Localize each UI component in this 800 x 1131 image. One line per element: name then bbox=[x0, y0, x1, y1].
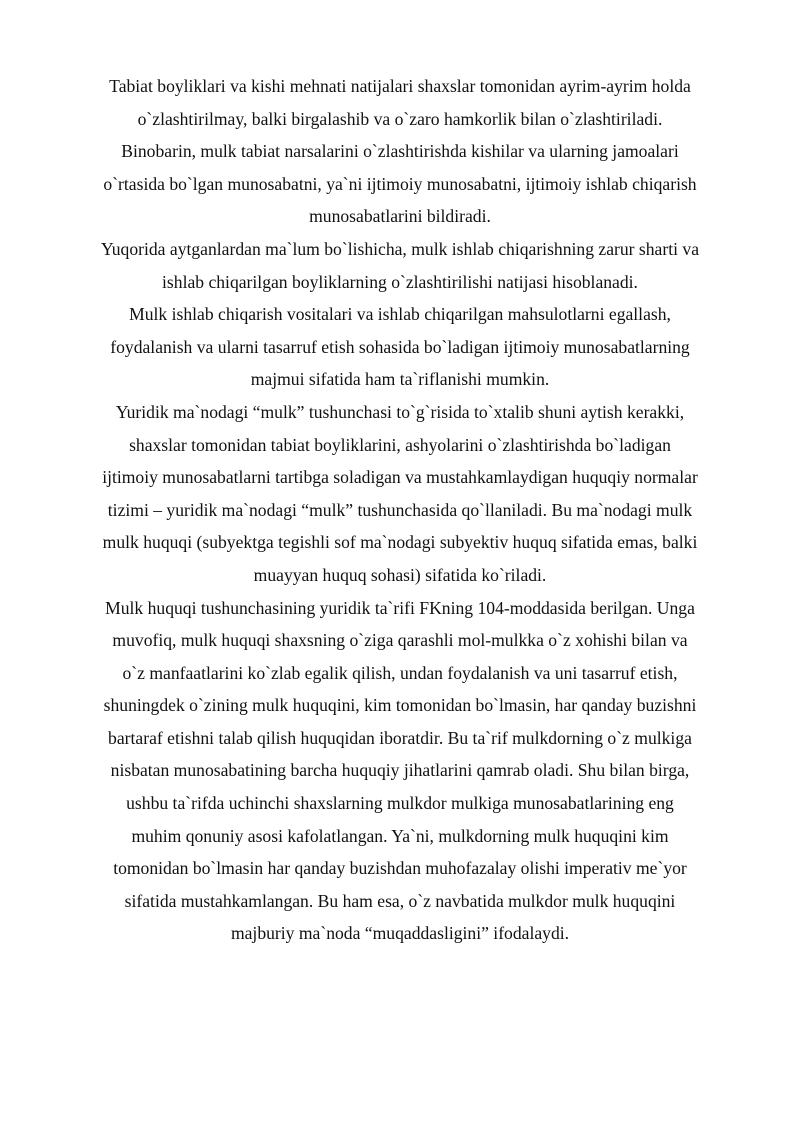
paragraph-1: Tabiat boyliklari va kishi mehnati natijalari shaxslar tomonidan ayrim-ayrim holda o`zlashtirilmay, balki birgalashib va o`zaro hamkorlik bilan o`zlashtiriladi. Binobarin, mulk tabiat narsalarini o`zlashtirishda kishilar va ularning jamoalari o`rtasida bo`lgan munosabatni, ya`ni ijtimoiy munosabatni, ijtimoiy ishlab chiqarish munosabatlarini bildiradi. bbox=[103, 76, 697, 227]
document-page bbox=[100, 70, 700, 950]
paragraph-5: Mulk huquqi tushunchasining yuridik ta`rifi FKning 104-moddasida berilgan. Unga muvofiq, mulk huquqi shaxsning o`ziga qarashli mol-mulkka o`z xohishi bilan va o`z manfaatlarini ko`zlab egalik qilish, undan foydalanish va uni tasarruf etish, shuningdek o`zining mulk huquqini, kim tomonidan bo`lmasin, har qanday buzishni bartaraf etishni talab qilish huquqidan iboratdir. Bu ta`rif mulkdorning o`z mulkiga nisbatan munosabatining barcha huquqiy jihatlarini qamrab oladi. Shu bilan birga, ushbu ta`rifda uchinchi shaxslarning mulkdor mulkiga munosabatlarining eng muhim qonuniy asosi kafolatlangan. Ya`ni, mulkdorning mulk huquqini kim tomonidan bo`lmasin har qanday buzishdan muhofazalay olishi imperativ me`yor sifatida mustahkamlangan. Bu ham esa, o`z navbatida mulkdor mulk huquqini majburiy ma`noda “muqaddasligini” ifodalaydi. bbox=[103, 597, 697, 944]
paragraph-4: Yuridik ma`nodagi “mulk” tushunchasi to`g`risida to`xtalib shuni aytish kerakki, shaxslar tomonidan tabiat boyliklarini, ashyolarini o`zlashtirishda bo`ladigan ijtimoiy munosabatlarni tartibga soladigan va mustahkamlaydigan huquqiy normalar tizimi – yuridik ma`nodagi “mulk” tushunchasida qo`llaniladi. Bu ma`nodagi mulk mulk huquqi (subyektga tegishli sof ma`nodagi subyektiv huquq sifatida emas, balki muayyan huquq sohasi) sifatida ko`riladi. bbox=[102, 401, 698, 585]
paragraph-3: Mulk ishlab chiqarish vositalari va ishlab chiqarilgan mahsulotlarni egallash, foydalanish va ularni tasarruf etish sohasida bo`ladigan ijtimoiy munosabatlarning majmui sifatida ham ta`riflanishi mumkin. bbox=[110, 304, 690, 390]
paragraph-2: Yuqorida aytganlardan ma`lum bo`lishicha, mulk ishlab chiqarishning zarur sharti va ishlab chiqarilgan boyliklarning o`zlashtirilishi natijasi hisoblanadi. bbox=[100, 238, 700, 292]
